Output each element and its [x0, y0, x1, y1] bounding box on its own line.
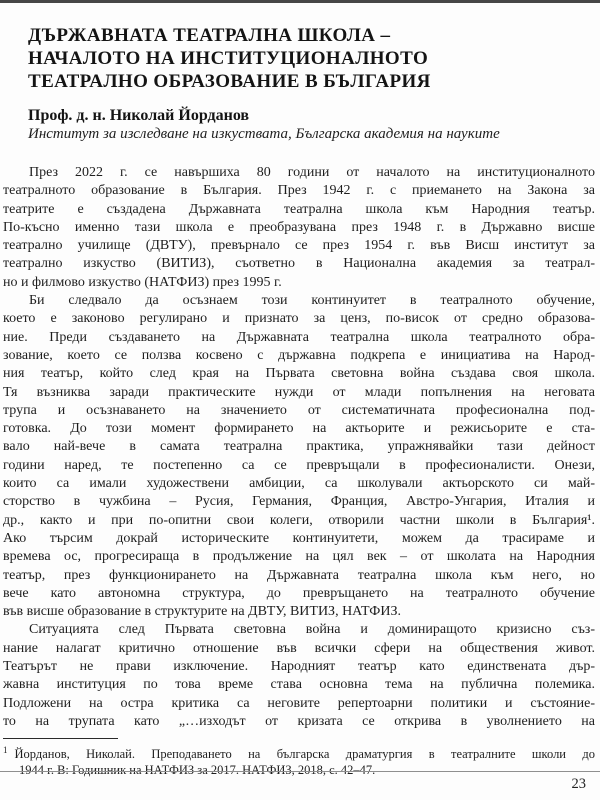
body-line: Подложени на остра критика са неговите репертоарни политики и състояние- — [3, 695, 595, 711]
author-name: Проф. д. н. Николай Йорданов — [28, 107, 250, 124]
body-line: то на трупата като „…изходът от кризата се открива в уволнението на — [3, 713, 595, 729]
body-line: др., както и при по-опитни свои колеги, отворили частни школи в България¹. — [3, 512, 595, 528]
author-affiliation: Институт за изследване на изкуствата, Българска академия на науките — [28, 126, 500, 142]
paragraph — [3, 164, 595, 292]
body-line: сторство в чужбина – Русия, Германия, Франция, Австро-Унгария, Италия и — [3, 494, 595, 510]
page-number: 23 — [571, 776, 586, 792]
body-line: театрално изкуство (ВИТИЗ), съответно в Национална академия за театрал- — [3, 256, 595, 272]
body-line: Тя възниква заради практическите нужди от млади попълнения на неговата — [3, 384, 595, 400]
body-line: През 2022 г. се навършиха 80 години от началото на институционалното — [29, 165, 595, 180]
footnote-line — [3, 743, 595, 763]
article-title-line: ДЪРЖАВНАТА ТЕАТРАЛНА ШКОЛА – — [28, 25, 391, 46]
body-line: театър, през функционирането на Държавната театрална школа към него, но — [3, 567, 595, 583]
body-line: което е законово регулирано и признато за ценз, по-висок от средно образова- — [3, 311, 595, 327]
body-line: ния театър, който след края на Първата световна война създава своя школа. — [3, 366, 595, 382]
body-line: Ситуацията след Първата световна война и доминиращото кризисно съз- — [29, 622, 595, 638]
body-line: театралното образование в България. През 1942 г. с приемането на Закона за — [3, 183, 595, 199]
body-line: Ако търсим докрай историческите континуитети, можем да трасираме и — [3, 530, 595, 546]
body-line: По-късно именно тази школа е преобразувана през 1948 г. в Държавно висше — [3, 219, 595, 235]
footnote — [3, 743, 595, 778]
scan-edge — [0, 0, 600, 3]
body-line: години наред, те постепенно са се превръщали в професионалисти. Онези, — [3, 457, 595, 473]
body-line: трупа и осъзнаването на значението от систематичната професионална под- — [3, 402, 595, 418]
body — [3, 164, 595, 731]
body-line: зование, което се ползва косвено с държавна подкрепа е инициатива на Народ- — [3, 347, 595, 363]
body-line: които са имали художествени амбиции, са школували актьорското си май- — [3, 476, 595, 492]
article-title — [28, 24, 595, 93]
body-line: театрално училище (ДВТУ), превърнало се през 1954 г. във Висш институт за — [3, 238, 595, 254]
body-line: ние. Преди създаването на Държавната театрална школа театралното обра- — [3, 329, 595, 345]
body-line: жавна институция по това време става основна тема на публична полемика. — [3, 677, 595, 693]
article-title-line: ТЕАТРАЛНО ОБРАЗОВАНИЕ В БЪЛГАРИЯ — [28, 71, 431, 92]
page-content — [3, 24, 595, 778]
body-line: нание налагат критично отношение във всички сфери на обществения живот. — [3, 640, 595, 656]
body-line: готовка. До този момент формирането на актьорите и режисьорите е ста- — [3, 421, 595, 437]
body-line: вече като автономна структура, до превръщането на театралното обучение — [3, 585, 595, 601]
body-line: но и филмово изкуство (НАТФИЗ) през 1995 г. — [3, 274, 282, 290]
paragraph — [3, 621, 595, 731]
footer-rule — [0, 771, 600, 772]
body-line: театрите е създадена Държавната театрална школа към Народния театър. — [3, 201, 595, 217]
footnote-separator — [3, 738, 118, 739]
footnote-line: 1944 г. В: Годишник на НАТФИЗ за 2017. НАТФИЗ, 2018, с. 42–47. — [19, 762, 376, 777]
body-line: във висше образование в структурите на ДВТУ, ВИТИЗ, НАТФИЗ. — [3, 604, 401, 620]
paragraph — [3, 292, 595, 621]
body-line: Театърът не прави изключение. Народният театър като единствената дър- — [3, 659, 595, 675]
footnote-marker: 1 — [3, 745, 8, 756]
article-title-line: НАЧАЛОТО НА ИНСТИТУЦИОНАЛНОТО — [28, 48, 429, 69]
body-line: вало най-вече в самата театрална практика, упражнявайки тази дейност — [3, 439, 595, 455]
footnote-text: Йорданов, Николай. Преподаването на българска драматургия в театралните школи до — [14, 747, 595, 762]
body-line: Би следвало да осъзнаем този континуитет в театралното обучение, — [29, 293, 595, 309]
body-line: времева ос, прогресираща в продължение на цял век – от школата на Народния — [3, 549, 595, 565]
